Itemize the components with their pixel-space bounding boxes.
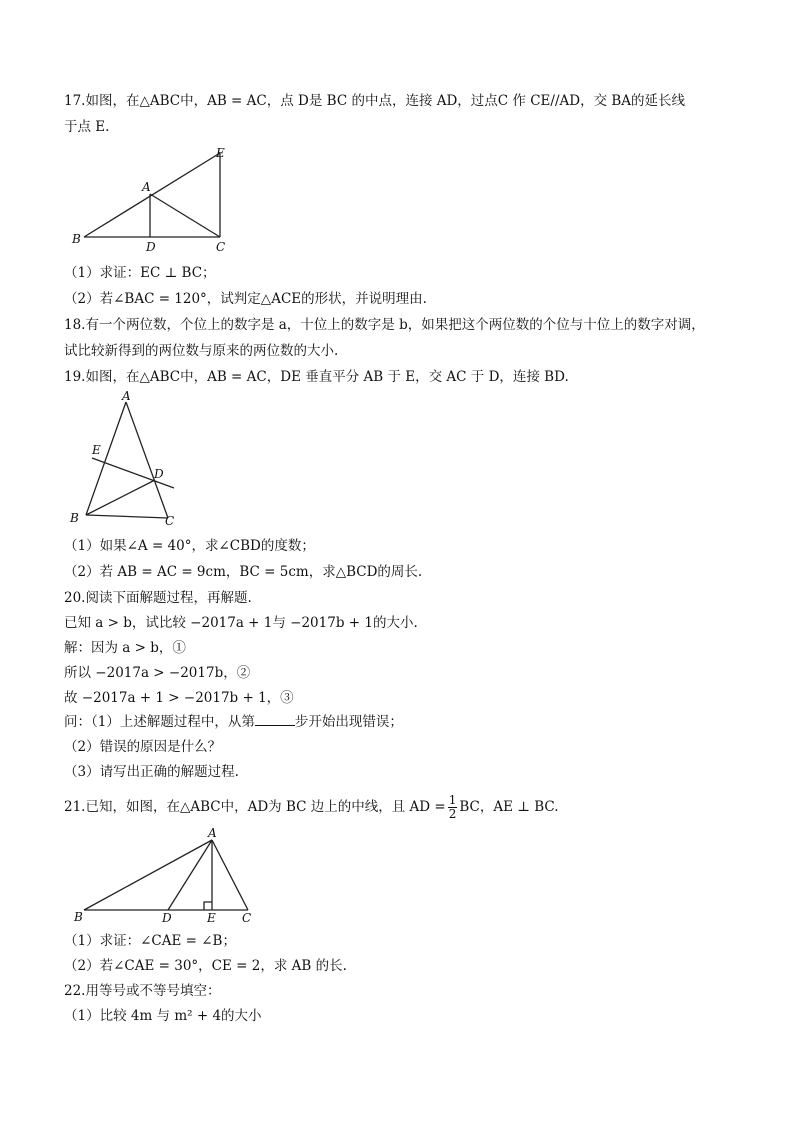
q21-segment-ab xyxy=(84,840,212,910)
q21-segment-ac xyxy=(212,840,248,910)
q19-part2: （2）若 AB = AC = 9cm，BC = 5cm，求△BCD的周长. xyxy=(64,564,423,580)
q21-label-c: C xyxy=(242,911,252,925)
q22-stem-line1: 22.用等号或不等号填空： xyxy=(64,983,221,999)
q20-part2: （2）错误的原因是什么？ xyxy=(64,739,222,755)
q17-stem-line2: 于点 E. xyxy=(64,119,110,135)
q17-label-b: B xyxy=(72,232,81,246)
q20-stem-line1: 20.阅读下面解题过程，再解题. xyxy=(64,590,252,606)
q19-figure xyxy=(62,390,182,530)
q17-label-c: C xyxy=(216,240,226,254)
q19-segment-bc xyxy=(86,515,168,518)
q21-label-e: E xyxy=(207,911,216,925)
q21-fraction-numerator: 1 xyxy=(448,793,457,807)
q21-stem-suffix: BC，AE ⊥ BC. xyxy=(459,799,559,815)
q17-figure xyxy=(70,145,240,255)
q21-fraction xyxy=(448,794,458,821)
q21-part2: （2）若∠CAE = 30°，CE = 2，求 AB 的长. xyxy=(64,958,347,974)
q21-label-a: A xyxy=(208,826,217,840)
q21-segment-ad xyxy=(168,840,212,910)
q19-label-c: C xyxy=(165,514,175,528)
q20-solution-step3: 故 −2017a + 1 > −2017b + 1，③ xyxy=(64,690,294,706)
q21-figure xyxy=(70,825,260,925)
q19-label-e: E xyxy=(92,443,101,457)
q21-part1: （1）求证：∠CAE = ∠B； xyxy=(64,933,236,949)
q17-label-e: E xyxy=(216,146,225,160)
q22-part1: （1）比较 4m 与 m² + 4的大小 xyxy=(64,1008,262,1024)
q19-label-d: D xyxy=(154,467,164,481)
q20-part1-suffix: 步开始出现错误； xyxy=(294,714,403,730)
q19-stem-line1: 19.如图，在△ABC中，AB = AC，DE 垂直平分 AB 于 E，交 AC 于 D，连接 BD. xyxy=(64,369,569,385)
q17-label-d: D xyxy=(146,240,156,254)
q17-stem-line1: 17.如图，在△ABC中，AB = AC，点 D是 BC 的中点，连接 AD，过点C 作 CE//AD，交 BA的延长线 xyxy=(64,93,686,109)
q18-stem-line2: 试比较新得到的两位数与原来的两位数的大小. xyxy=(64,343,339,359)
q21-stem-prefix: 21.已知，如图，在△ABC中，AD为 BC 边上的中线，且 AD = xyxy=(64,799,446,815)
q17-segment-ac xyxy=(150,194,220,237)
q19-label-a: A xyxy=(122,390,131,403)
q21-fraction-denominator: 2 xyxy=(448,807,457,821)
q20-solution-step1: 解：因为 a > b，① xyxy=(64,640,186,656)
q20-part3: （3）请写出正确的解题过程. xyxy=(64,764,239,780)
q21-label-d: D xyxy=(162,911,172,925)
q21-right-angle-mark xyxy=(204,902,212,910)
q20-solution-step2: 所以 −2017a > −2017b，② xyxy=(64,665,251,681)
q20-part1 xyxy=(64,713,403,731)
q20-stem-line2: 已知 a > b，试比较 −2017a + 1与 −2017b + 1的大小. xyxy=(64,615,418,631)
q20-answer-blank[interactable] xyxy=(255,713,295,726)
q20-part1-prefix: 问：（1）上述解题过程中，从第 xyxy=(64,714,255,730)
q19-segment-ac xyxy=(126,402,168,518)
q21-label-b: B xyxy=(74,910,83,924)
q17-part1: （1）求证：EC ⊥ BC； xyxy=(64,265,216,281)
q19-part1: （1）如果∠A = 40°，求∠CBD的度数； xyxy=(64,538,315,554)
q18-stem-line1: 18.有一个两位数，个位上的数字是 a，十位上的数字是 b，如果把这个两位数的个位与十位上的数字对调， xyxy=(64,317,705,333)
q19-label-b: B xyxy=(70,511,79,525)
q17-part2: （2）若∠BAC = 120°，试判定△ACE的形状，并说明理由. xyxy=(64,291,427,307)
q17-label-a: A xyxy=(142,180,151,194)
q21-stem-line1 xyxy=(64,792,559,822)
